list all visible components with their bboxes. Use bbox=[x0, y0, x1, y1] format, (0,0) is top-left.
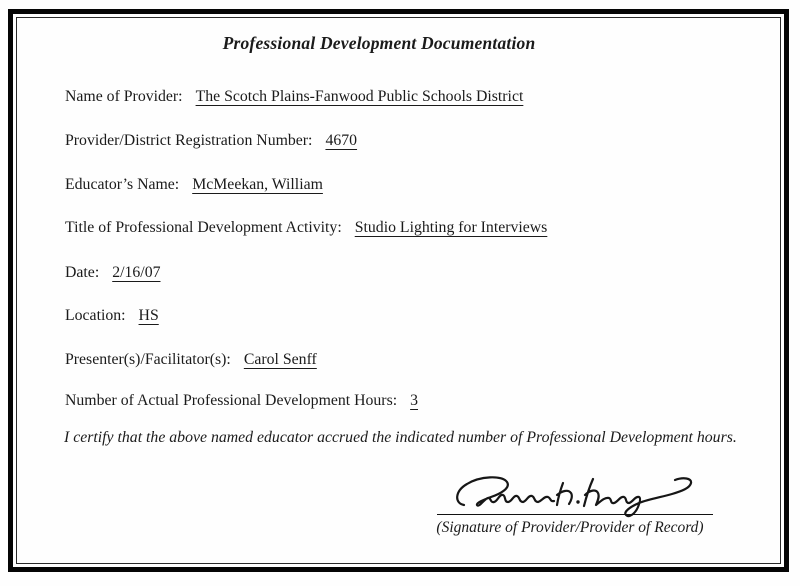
field-row-educator-name bbox=[65, 176, 323, 194]
field-value: HS bbox=[138, 307, 159, 324]
signature-period-dot bbox=[576, 500, 579, 503]
field-row-presenter bbox=[65, 351, 317, 369]
field-value: 4670 bbox=[325, 132, 358, 149]
signature-caption: (Signature of Provider/Provider of Record) bbox=[436, 519, 704, 536]
field-row-registration-number bbox=[65, 132, 357, 150]
page-title: Professional Development Documentation bbox=[222, 33, 536, 53]
field-value: Studio Lighting for Interviews bbox=[354, 219, 548, 236]
field-row-name-of-provider bbox=[65, 88, 523, 106]
field-label: Location: bbox=[65, 307, 126, 324]
signature-stroke-last-name bbox=[584, 478, 691, 516]
certification-text: I certify that the above named educator accrued the indicated number of Professional Development hours. bbox=[64, 429, 737, 446]
field-value: 3 bbox=[410, 392, 419, 409]
field-label: Presenter(s)/Facilitator(s): bbox=[65, 351, 231, 368]
field-value: 2/16/07 bbox=[112, 264, 161, 281]
field-label: Title of Professional Development Activity: bbox=[65, 219, 342, 236]
field-label: Number of Actual Professional Development Hours: bbox=[65, 392, 398, 409]
signature-stroke-middle-initial bbox=[557, 483, 572, 505]
field-label: Provider/District Registration Number: bbox=[65, 132, 313, 149]
field-value: The Scotch Plains-Fanwood Public Schools District bbox=[195, 88, 524, 105]
handwritten-signature bbox=[450, 471, 708, 519]
field-value: McMeekan, William bbox=[192, 176, 323, 193]
field-label: Educator’s Name: bbox=[65, 176, 180, 193]
field-row-hours bbox=[65, 392, 418, 410]
field-label: Name of Provider: bbox=[65, 88, 183, 105]
field-row-date bbox=[65, 264, 161, 282]
field-row-activity-title bbox=[65, 219, 547, 237]
field-row-location bbox=[65, 307, 159, 325]
field-label: Date: bbox=[65, 264, 100, 281]
signature-stroke-first-name bbox=[457, 477, 554, 505]
field-value: Carol Senff bbox=[243, 351, 317, 368]
signature-line bbox=[437, 514, 713, 515]
